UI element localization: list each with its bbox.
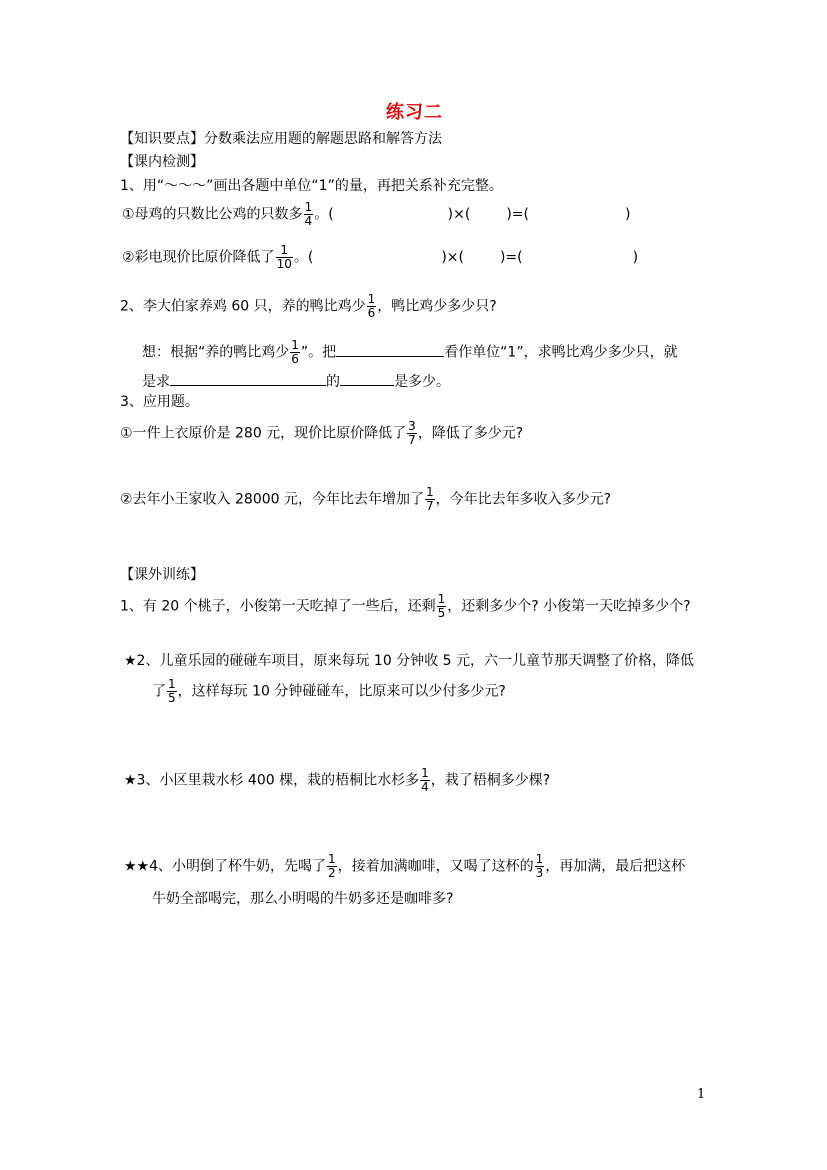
q1a-end: ) <box>624 206 631 223</box>
question-1a <box>122 201 630 228</box>
fraction-denominator: 7 <box>426 499 434 513</box>
fraction-denominator: 4 <box>421 780 429 794</box>
fraction-q1a <box>304 201 314 228</box>
e4-text-after: ，再加满，最后把这杯 <box>545 858 686 875</box>
q1a-op2: )=( <box>506 206 529 223</box>
q1b-text: ②彩电现价比原价降低了 <box>122 249 275 266</box>
fraction-q2-hint <box>290 339 300 366</box>
fraction-denominator: 4 <box>304 214 313 228</box>
fraction-denominator: 3 <box>535 866 544 880</box>
q3b-text: ②去年小王家收入 28000 元，今年比去年增加了 <box>120 491 424 508</box>
q2-hint-text-2: ”。把 <box>300 344 337 361</box>
fraction-denominator: 7 <box>408 433 416 447</box>
e4-text-mid: ，接着加满咖啡，又喝了这杯的 <box>337 858 534 875</box>
extracurricular-heading: 【课外训练】 <box>120 567 204 583</box>
q1b-end: ) <box>632 249 639 266</box>
fraction-q2 <box>367 293 377 320</box>
q3a-text: ①一件上衣原价是 280 元，现价比原价降低了 <box>120 425 407 442</box>
exercise-2-line-2 <box>152 678 506 705</box>
question-1-text: 1、用“～～～”画出各题中单位“1”的量，再把关系补充完整。 <box>120 178 503 194</box>
fraction-denominator: 5 <box>437 606 446 620</box>
question-2 <box>120 293 497 320</box>
fraction-numerator: 1 <box>168 677 176 691</box>
fraction-numerator: 1 <box>437 592 446 606</box>
fraction-denominator: 5 <box>168 691 176 705</box>
exercise-3 <box>124 767 550 794</box>
q2-hint-text-3: 看作单位“1”，求鸭比鸡少多少只，就 <box>444 344 678 361</box>
q3b-text-after: ，今年比去年多收入多少元? <box>435 491 612 508</box>
fraction-denominator: 2 <box>328 866 336 880</box>
fraction-e1 <box>437 593 447 620</box>
q1b-op2: )=( <box>499 249 523 266</box>
e1-text: 1、有 20 个桃子，小俊第一天吃掉了一些后，还剩 <box>120 598 436 615</box>
knowledge-points-text: 分数乘法应用题的解题思路和解答方法 <box>204 131 442 147</box>
fraction-denominator: 6 <box>367 306 376 320</box>
q2-hint-text-1: 想：根据“养的鸭比鸡少 <box>142 344 290 361</box>
q1b-open: 。( <box>293 249 314 266</box>
knowledge-points-line <box>120 130 442 148</box>
fraction-numerator: 1 <box>328 852 336 866</box>
question-1b <box>122 244 638 271</box>
fraction-e2 <box>167 678 177 705</box>
fraction-q1b <box>276 244 293 271</box>
fraction-numerator: 1 <box>304 200 313 214</box>
e3-text-after: ，栽了梧桐多少棵? <box>430 772 551 789</box>
fraction-numerator: 1 <box>535 852 544 866</box>
q2-text-after: ，鸭比鸡少多少只? <box>377 298 497 315</box>
e2-text: 了 <box>152 683 166 700</box>
fraction-numerator: 1 <box>291 338 299 352</box>
q2-hint-text-5: 的 <box>326 374 340 390</box>
e4-text: ★★4、小明倒了杯牛奶，先喝了 <box>124 858 327 875</box>
question-2-hint-line-1 <box>142 339 678 366</box>
fraction-e4-second <box>535 853 545 880</box>
fraction-q3b <box>425 486 435 513</box>
q2-hint-text-6: 是多少。 <box>394 374 450 390</box>
q2-text: 2、李大伯家养鸡 60 只，养的鸭比鸡少 <box>120 298 366 315</box>
fraction-denominator: 6 <box>291 352 299 366</box>
q2-answer-blank-1[interactable] <box>336 342 444 357</box>
question-3-text: 3、应用题。 <box>120 394 199 410</box>
fraction-numerator: 1 <box>426 485 434 499</box>
fraction-numerator: 1 <box>276 244 293 258</box>
q1a-open: 。( <box>314 206 334 223</box>
q2-answer-blank-2[interactable] <box>170 371 326 386</box>
q1b-op1: )×( <box>441 249 464 266</box>
e3-text: ★3、小区里栽水杉 400 棵，栽的梧桐比水杉多 <box>124 772 420 789</box>
exercise-2-line-1: ★2、儿童乐园的碰碰车项目，原来每玩 10 分钟收 5 元，六一儿童节那天调整了价格，降低 <box>124 653 694 669</box>
fraction-e4-first <box>327 853 337 880</box>
question-3b <box>120 486 611 513</box>
exercise-4-line-2: 牛奶全部喝完，那么小明喝的牛奶多还是咖啡多? <box>152 891 454 907</box>
fraction-q3a <box>407 420 417 447</box>
exercise-4-line-1 <box>124 853 685 880</box>
q1a-op1: )×( <box>447 206 471 223</box>
page-title: 练习二 <box>386 102 443 123</box>
fraction-denominator: 10 <box>276 257 292 271</box>
q2-hint-text-4: 是求 <box>142 374 170 390</box>
in-class-check-heading: 【课内检测】 <box>120 154 204 170</box>
e2-text-after: ，这样每玩 10 分钟碰碰车，比原来可以少付多少元? <box>177 683 506 700</box>
knowledge-points-tag: 【知识要点】 <box>120 131 204 147</box>
q3a-text-after: ，降低了多少元? <box>417 425 524 442</box>
fraction-e3 <box>420 767 430 794</box>
fraction-numerator: 1 <box>367 292 376 306</box>
question-3a <box>120 420 523 447</box>
q2-answer-blank-3[interactable] <box>340 371 394 386</box>
q1a-text: ①母鸡的只数比公鸡的只数多 <box>122 206 303 223</box>
fraction-numerator: 1 <box>421 766 429 780</box>
fraction-numerator: 3 <box>408 419 416 433</box>
exercise-1 <box>120 593 691 620</box>
page-number: 1 <box>697 1087 706 1102</box>
e1-text-after: ，还剩多少个? 小俊第一天吃掉多少个? <box>447 598 691 615</box>
question-2-hint-line-2 <box>142 371 450 391</box>
